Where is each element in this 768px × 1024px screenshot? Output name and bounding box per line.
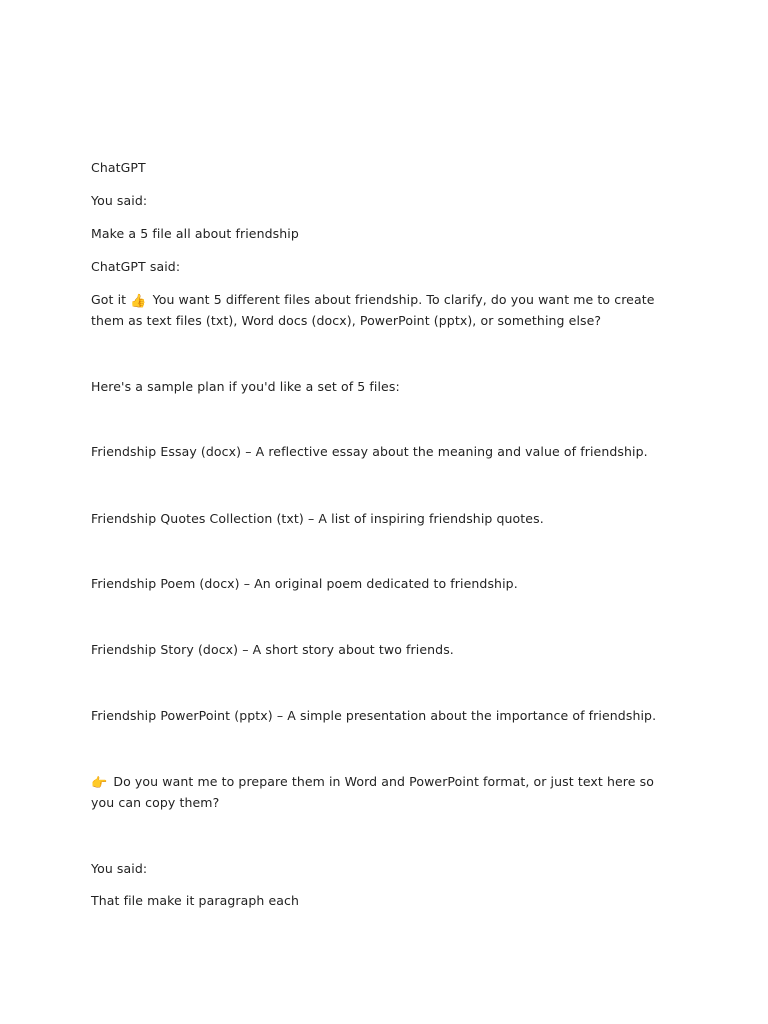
user-message: Make a 5 file all about friendship xyxy=(91,226,299,241)
plan-intro: Here's a sample plan if you'd like a set of 5 files: xyxy=(91,379,400,394)
reply-text: You want 5 different files about friendship. To clarify, do you want me to create them as text files (txt), Word docs (docx), PowerPoint (pptx), or something else? xyxy=(91,292,655,328)
user-label: You said: xyxy=(91,193,148,208)
plan-item: Friendship PowerPoint (pptx) – A simple presentation about the importance of friendship. xyxy=(91,708,657,723)
thumbs-up-icon: 👍 xyxy=(130,294,147,309)
plan-item: Friendship Essay (docx) – A reflective essay about the meaning and value of friendship. xyxy=(91,444,648,459)
plan-item: Friendship Story (docx) – A short story about two friends. xyxy=(91,642,454,657)
user-message: That file make it paragraph each xyxy=(91,893,300,908)
user-label: You said: xyxy=(91,861,148,876)
assistant-label: ChatGPT said: xyxy=(91,259,181,274)
reply-prefix: Got it xyxy=(91,292,127,307)
plan-item: Friendship Poem (docx) – An original poem dedicated to friendship. xyxy=(91,576,518,591)
pointing-right-icon: 👉 xyxy=(91,776,108,791)
assistant-followup xyxy=(91,771,681,813)
document-heading: ChatGPT xyxy=(91,160,146,175)
followup-text: Do you want me to prepare them in Word and PowerPoint format, or just text here so you can copy them? xyxy=(91,774,654,810)
plan-item: Friendship Quotes Collection (txt) – A list of inspiring friendship quotes. xyxy=(91,511,544,526)
assistant-reply-intro xyxy=(91,289,681,331)
